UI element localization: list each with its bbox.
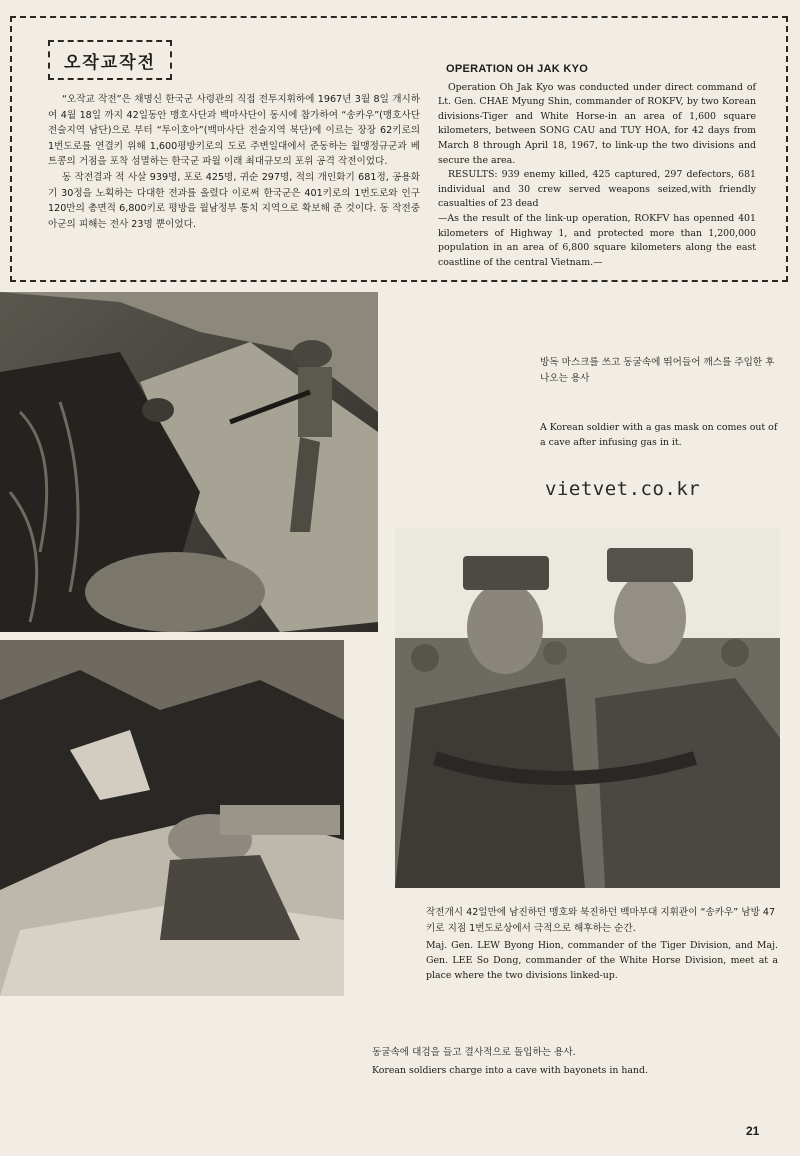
photo-commanders-link-up <box>395 528 780 888</box>
photo-commanders-image <box>395 528 780 888</box>
photo-gas-mask-soldier <box>0 292 378 632</box>
english-paragraph: —As the result of the link-up operation, ROKFV has openned 401 kilometers of Highway 1, and protected more than 1,200,000 population in an area of 6,800 square kilometers along the east coastline of the central Vietnam.— <box>438 212 756 268</box>
link-up-caption-korean: 작전개시 42일만에 남진하던 맹호와 북진하던 백마부대 지휘관이 “송카우” 남방 47키로 지점 1번도로상에서 극적으로 해후하는 순간. <box>426 907 776 934</box>
korean-title-box <box>48 40 172 80</box>
korean-title: 오작교작전 <box>63 52 157 73</box>
bayonet-caption-korean: 동굴속에 대검을 들고 결사적으로 돌입하는 용사. <box>372 1047 576 1058</box>
photo-gas-mask-image <box>0 292 378 632</box>
korean-intro-paragraph: “오작교 작전”은 채명신 한국군 사령관의 직접 전투지휘하에 1967년 3월 8일 개시하여 4월 18일 까지 42일동안 맹호사단과 백마사단이 동시에 참가하여 “송카우”(맹호사단 전술지역 남단)으로 부터 “투이호아”(백마사단 전술지역 북단)에 이르는 장장 62키로의 1번도로를 연결키 위해 1,600평방키로의 도로 주변일대에서 준동하는 월맹정규군과 베트콩의 거점을 포착 섬멸하는 한국군 파월 이래 최대규모의 포위 공격 작전이었다. <box>48 94 420 168</box>
english-paragraph: Operation Oh Jak Kyo was conducted under direct command of Lt. Gen. CHAE Myung Shin, commander of ROKFV, by two Korean divisions-Tiger and White Horse-in an area of 1,600 square kilometers, between SONG CAU and TUY HOA, for 42 days from March 8 through April 18, 1967, to link-up the two divisions and secure the area. <box>438 81 756 166</box>
english-intro-text <box>438 62 756 270</box>
page-number: 21 <box>746 1124 760 1138</box>
photo-cave-charge <box>0 640 344 996</box>
korean-intro-paragraph: 동 작전결과 적 사살 939명, 포로 425명, 귀순 297명, 적의 개인화기 681정, 공용화기 30정을 노획하는 다대한 전과를 올렸다 이로써 한국군은 401키로의 1번도로와 인구 120만의 총면적 6,800키로 평방을 월남정부 통치 지역으로 확보해 준 것이다. 동 작전중 아군의 피해는 전사 23명 뿐이었다. <box>48 171 420 230</box>
english-paragraph: RESULTS: 939 enemy killed, 425 captured, 297 defectors, 681 individual and 30 crew served weapons seized,with friendly casualties of 23 dead <box>438 169 756 210</box>
website-watermark: vietvet.co.kr <box>545 478 701 500</box>
bayonet-caption-english: Korean soldiers charge into a cave with bayonets in hand. <box>372 1065 649 1076</box>
english-heading: OPERATION OH JAK KYO <box>446 63 589 75</box>
gas-mask-caption-korean: 방독 마스크를 쓰고 동굴속에 뛰어들어 깨스를 주입한 후 나오는 용사 <box>540 357 775 384</box>
korean-intro-text <box>48 92 420 232</box>
photo-cave-charge-image <box>0 640 344 996</box>
link-up-caption-english: Maj. Gen. LEW Byong Hion, commander of the Tiger Division, and Maj. Gen. LEE So Dong, commander of the White Horse Division, meet at a place where the two divisions linked-up. <box>426 940 778 981</box>
gas-mask-caption-english: A Korean soldier with a gas mask on comes out of a cave after infusing gas in it. <box>540 422 778 448</box>
